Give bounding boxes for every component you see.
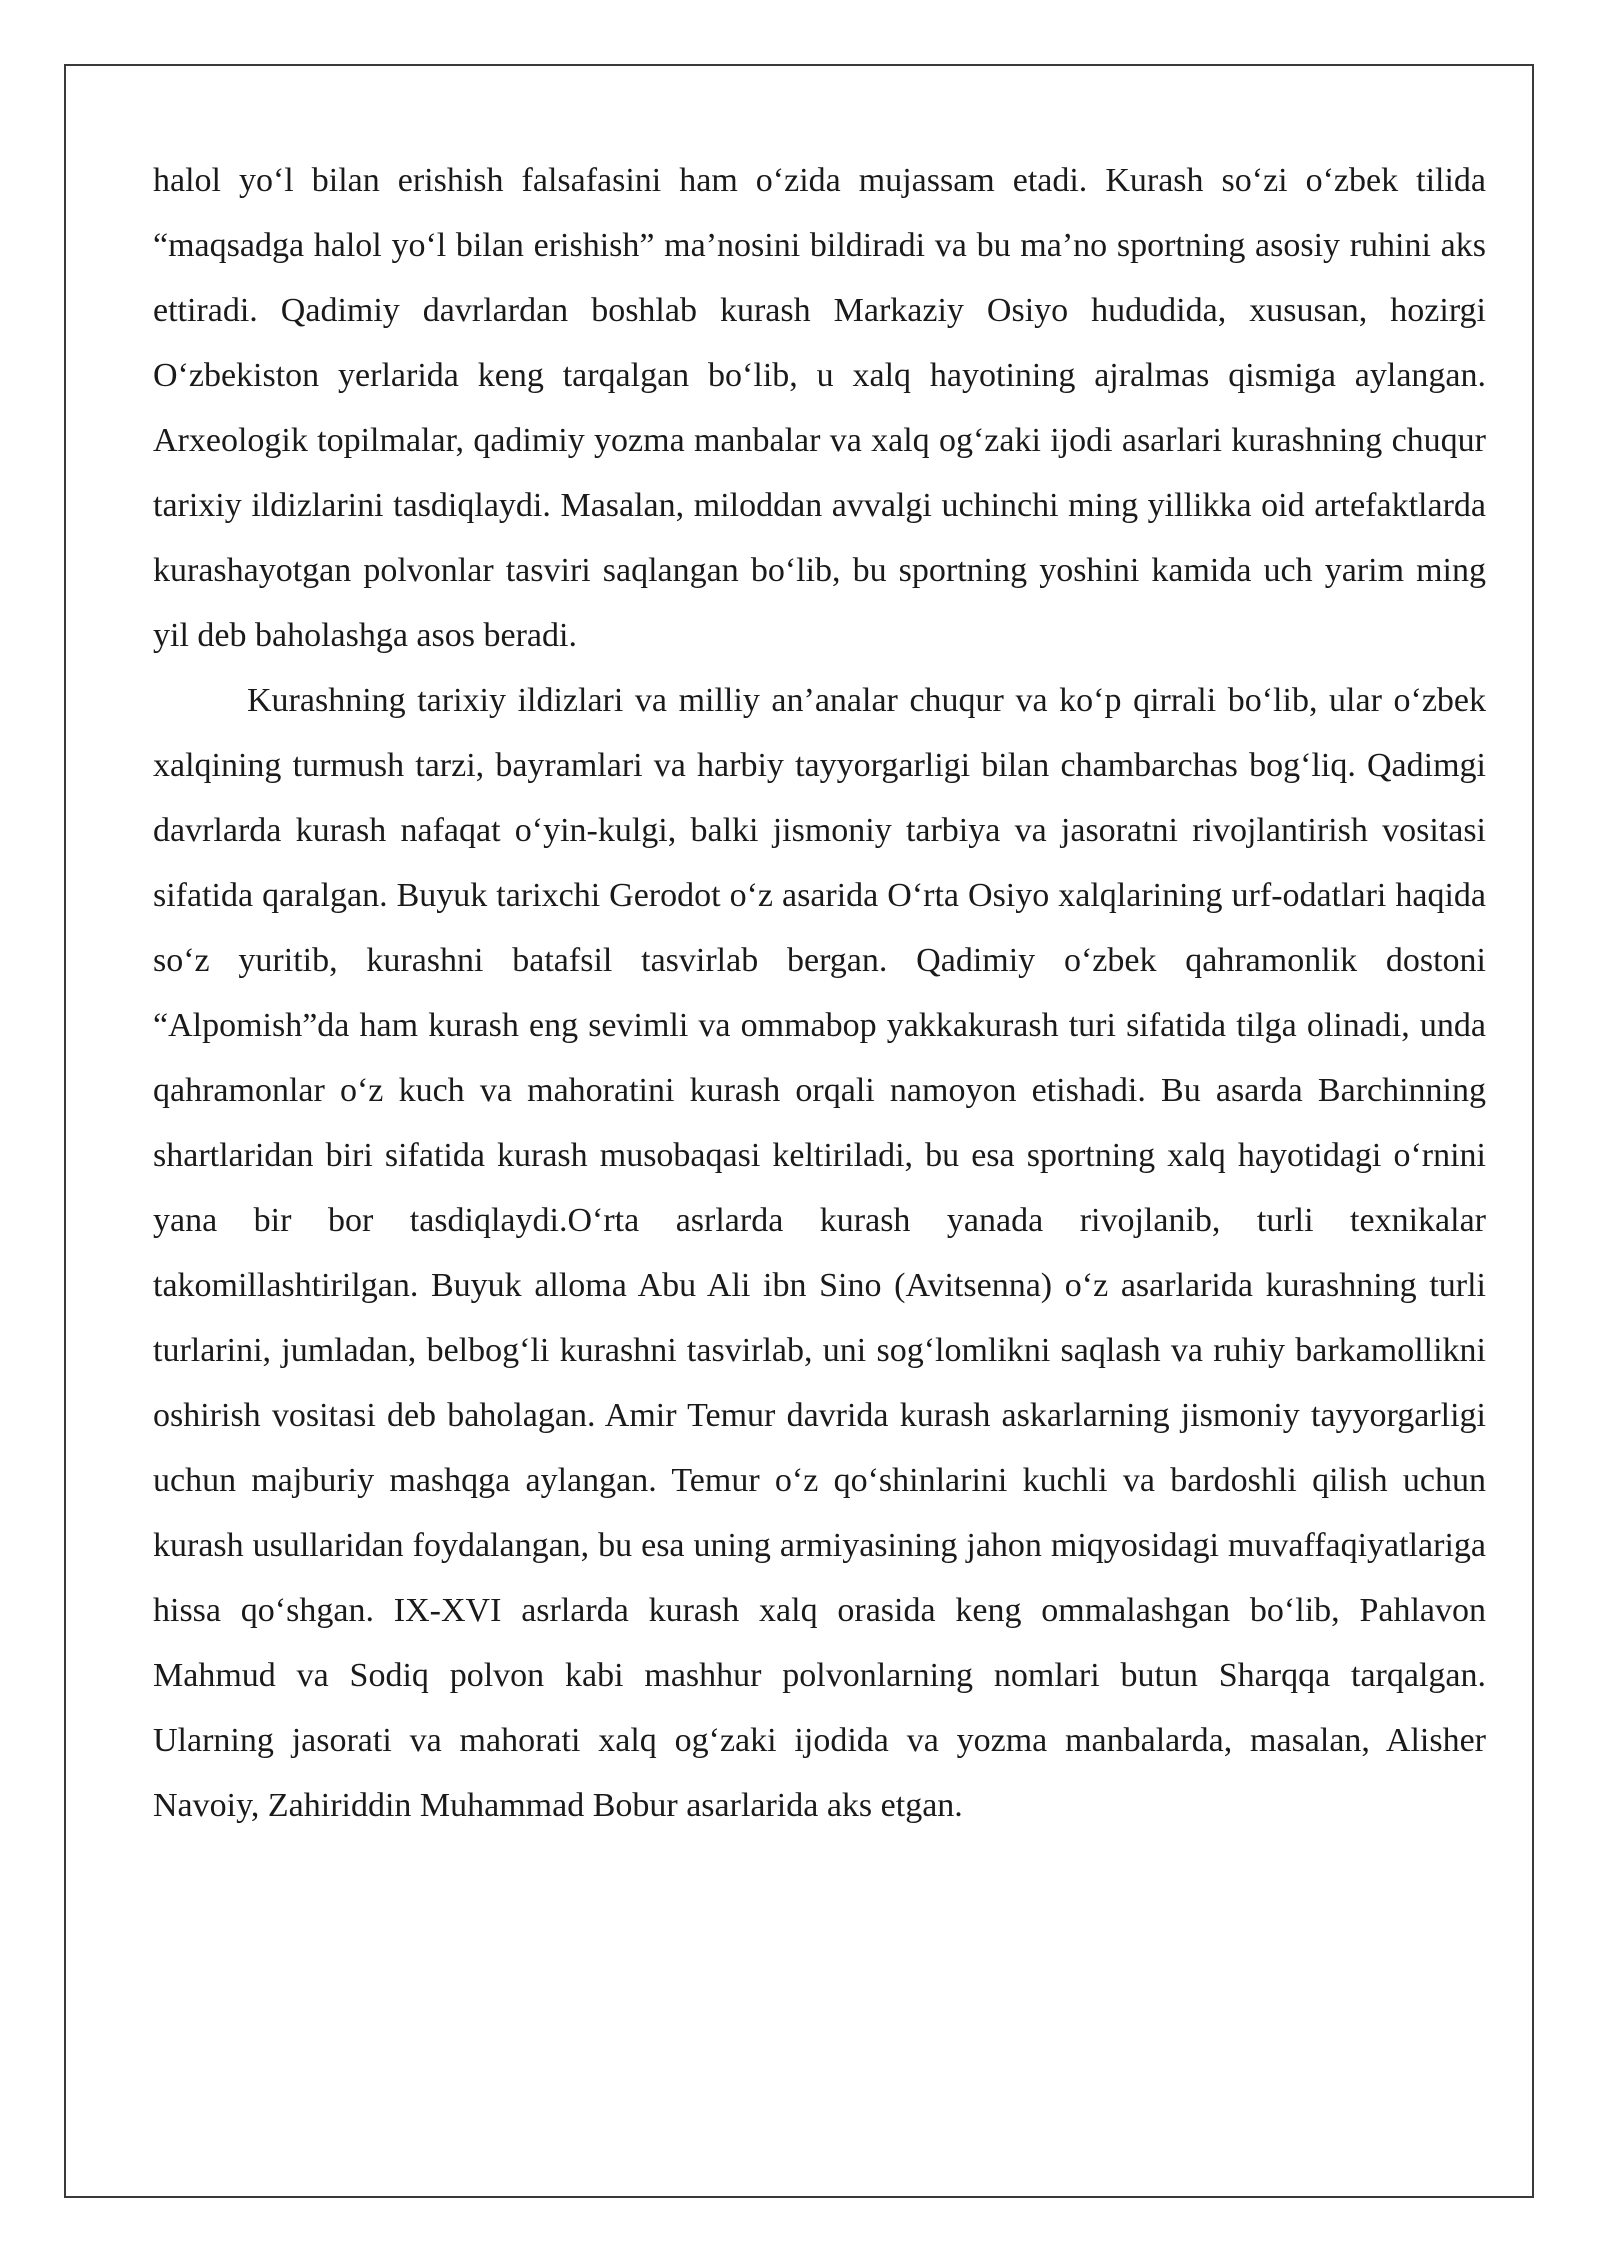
paragraph-2: Kurashning tarixiy ildizlari va milliy an’analar chuqur va ko‘p qirrali bo‘lib, ular o‘zbek xalqining turmush tarzi, bayramlari va harbiy tayyorgarligi bilan chambarchas bog‘liq. Qadimgi davrlarda kurash nafaqat o‘yin-kulgi, balki jismoniy tarbiya va jasoratni rivojlantirish vositasi sifatida qaralgan. Buyuk tarixchi Gerodot o‘z asarida O‘rta Osiyo xalqlarining urf-odatlari haqida so‘z yuritib, kurashni batafsil tasvirlab bergan. Qadimiy o‘zbek qahramonlik dostoni “Alpomish”da ham kurash eng sevimli va ommabop yakkakurash turi sifatida tilga olinadi, unda qahramonlar o‘z kuch va mahoratini kurash orqali namoyon etishadi. Bu asarda Barchinning shartlaridan biri sifatida kurash musobaqasi keltiriladi, bu esa sportning xalq hayotidagi o‘rnini yana bir bor tasdiqlaydi.O‘rta asrlarda kurash yanada rivojlanib, turli texnikalar takomillashtirilgan. Buyuk alloma Abu Ali ibn Sino (Avitsenna) o‘z asarlarida kurashning turli turlarini, jumladan, belbog‘li kurashni tasvirlab, uni sog‘lomlikni saqlash va ruhiy barkamollikni oshirish vositasi deb baholagan. Amir Temur davrida kurash askarlarning jismoniy tayyorgarligi uchun majburiy mashqga aylangan. Temur o‘z qo‘shinlarini kuchli va bardoshli qilish uchun kurash usullaridan foydalangan, bu esa uning armiyasining jahon miqyosidagi muvaffaqiyatlariga hissa qo‘shgan. IX-XVI asrlarda kurash xalq orasida keng ommalashgan bo‘lib, Pahlavon Mahmud va Sodiq polvon kabi mashhur polvonlarning nomlari butun Sharqqa tarqalgan. Ularning jasorati va mahorati xalq og‘zaki ijodida va yozma manbalarda, masalan, Alisher Navoiy, Zahiriddin Muhammad Bobur asarlarida aks etgan. [153,682,1486,1824]
paragraph-1: halol yo‘l bilan erishish falsafasini ham o‘zida mujassam etadi. Kurash so‘zi o‘zbek tilida “maqsadga halol yo‘l bilan erishish” ma’nosini bildiradi va bu ma’no sportning asosiy ruhini aks ettiradi. Qadimiy davrlardan boshlab kurash Markaziy Osiyo hududida, xususan, hozirgi O‘zbekiston yerlarida keng tarqalgan bo‘lib, u xalq hayotining ajralmas qismiga aylangan. Arxeologik topilmalar, qadimiy yozma manbalar va xalq og‘zaki ijodi asarlari kurashning chuqur tarixiy ildizlarini tasdiqlaydi. Masalan, miloddan avvalgi uchinchi ming yillikka oid artefaktlarda kurashayotgan polvonlar tasviri saqlangan bo‘lib, bu sportning yoshini kamida uch yarim ming yil deb baholashga asos beradi. [153,162,1486,654]
document-body [153,148,1486,1838]
